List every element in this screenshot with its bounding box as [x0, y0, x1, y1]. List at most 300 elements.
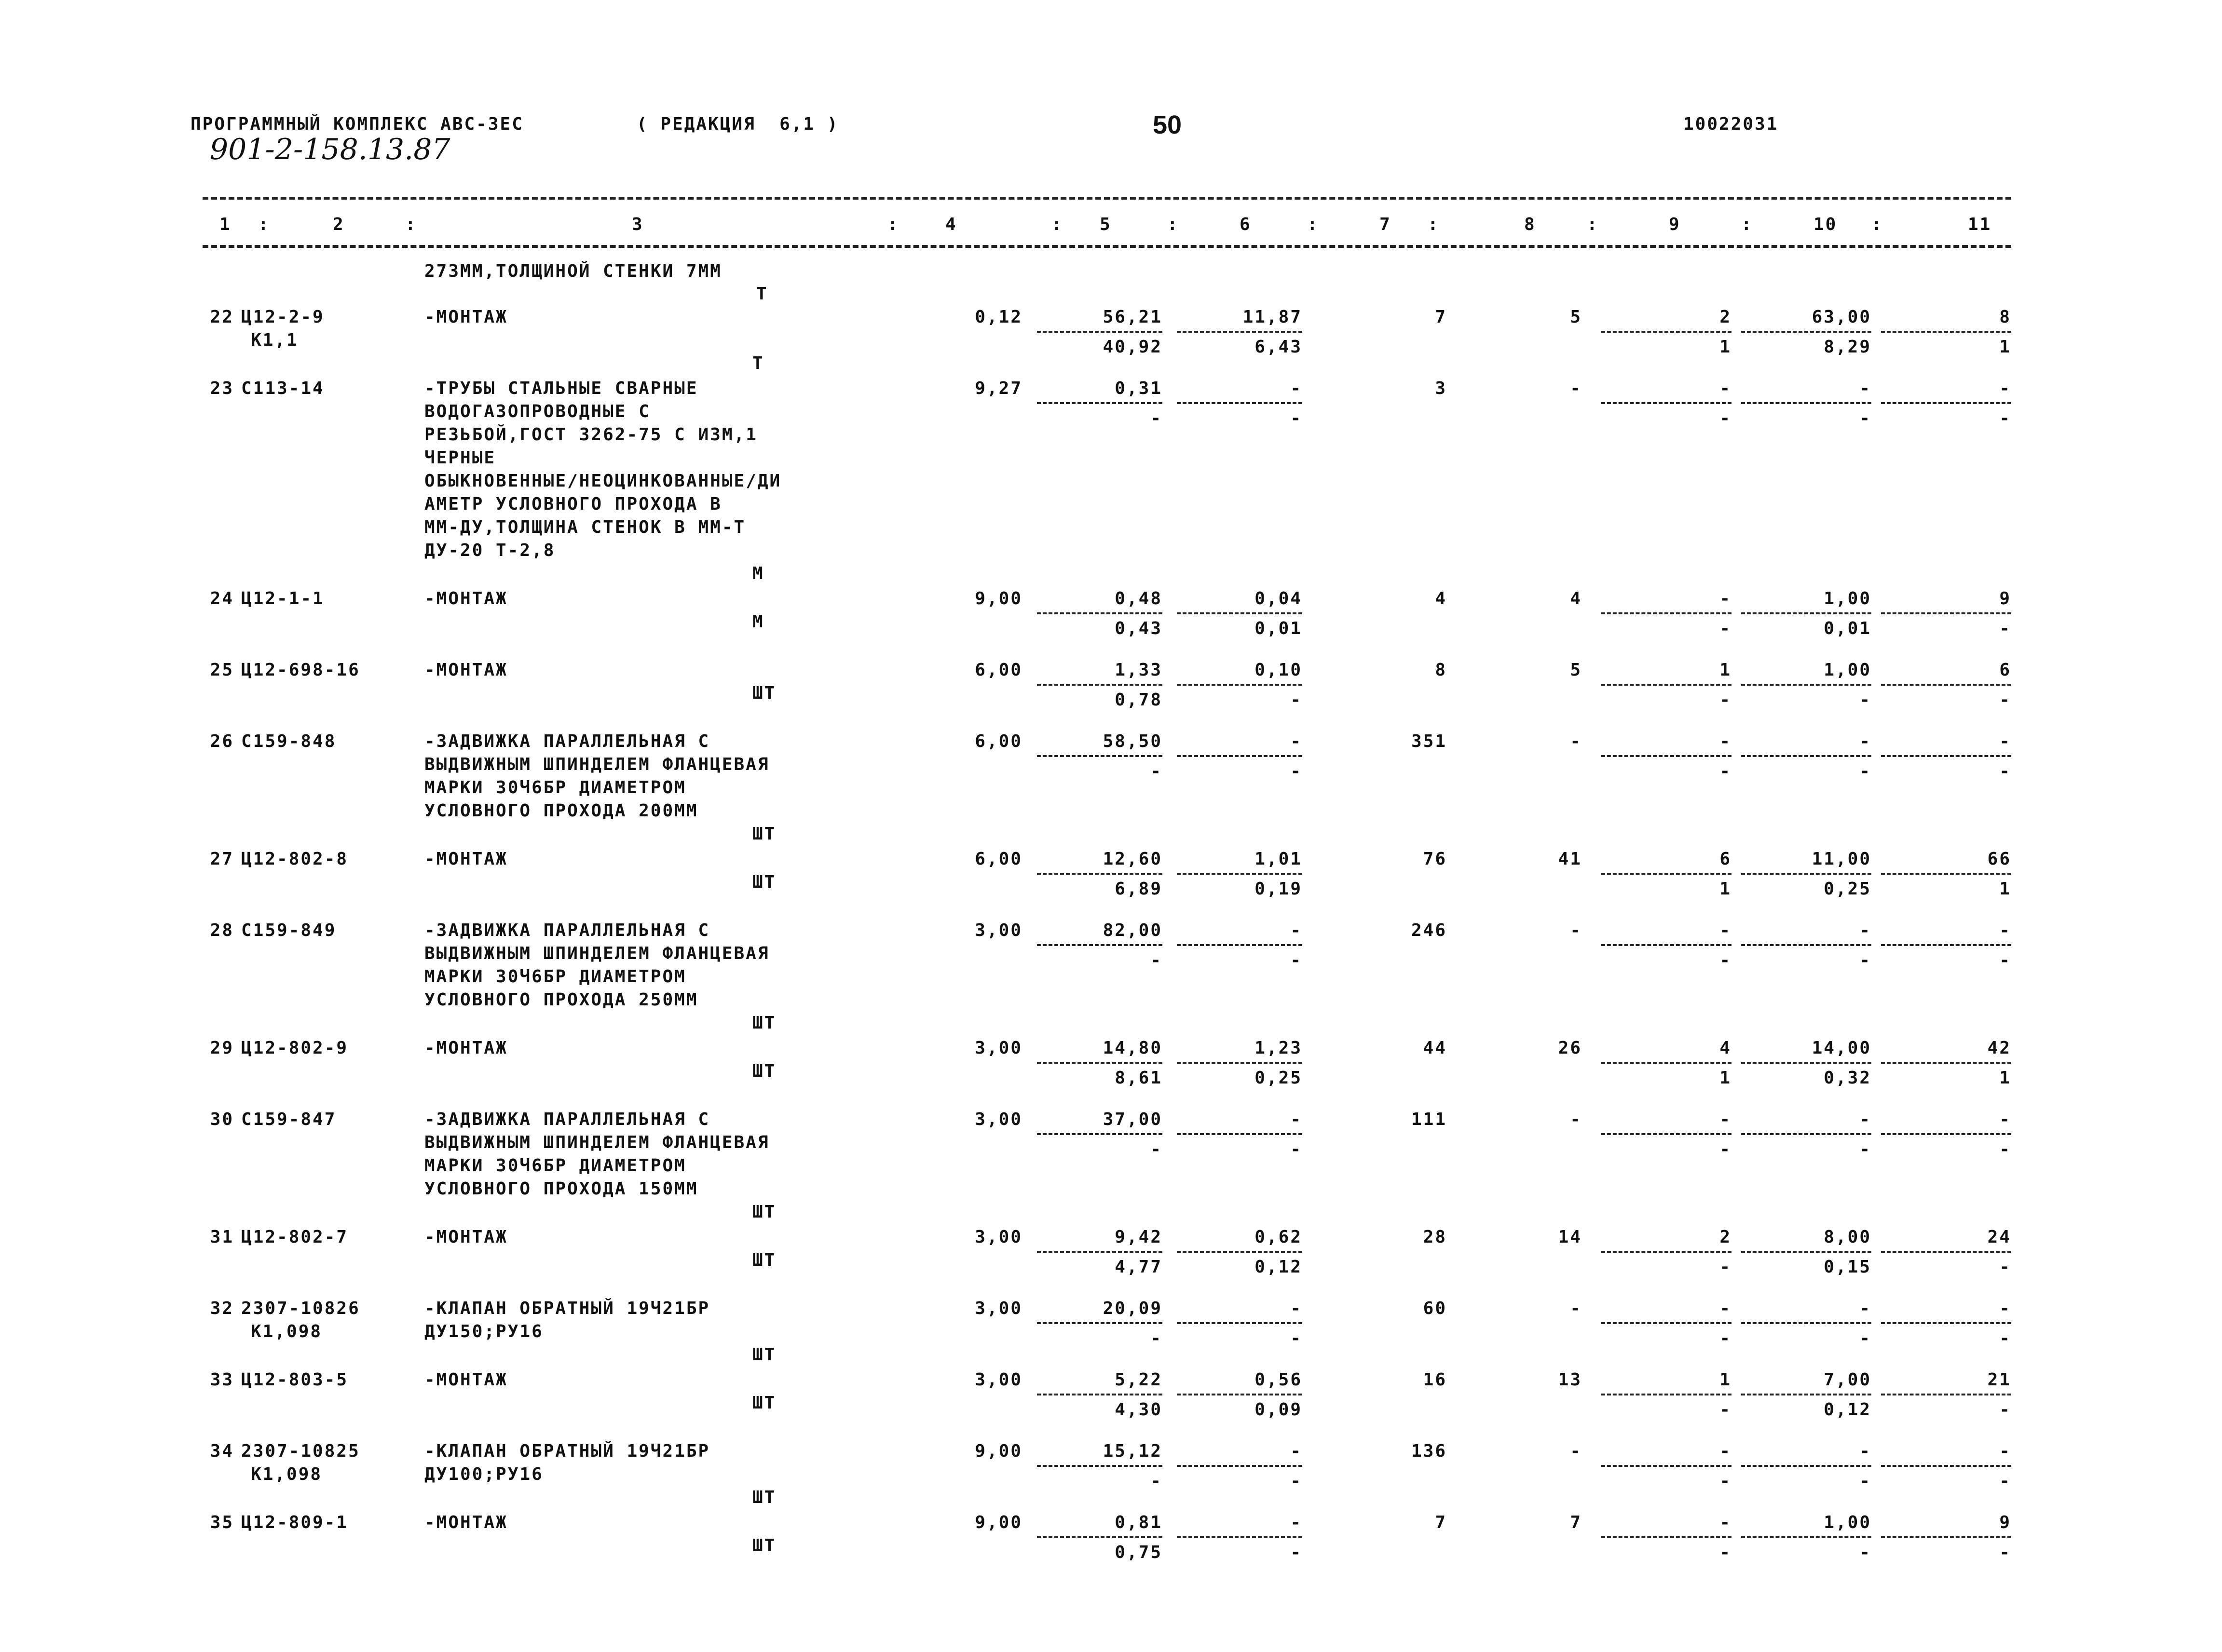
row-number: 26 [210, 731, 234, 751]
cell-separator [1741, 402, 1871, 404]
col7-value: 111 [1411, 1110, 1447, 1129]
col7-value: 60 [1423, 1299, 1447, 1318]
cell-separator [1037, 612, 1162, 614]
col6-value: 11,87 [1242, 307, 1302, 327]
col9-secondary: 1 [1719, 879, 1731, 899]
col6-value: 0,04 [1254, 589, 1302, 609]
unit-of-measure: ШТ [752, 1488, 777, 1507]
col11-secondary: 1 [1999, 337, 2011, 357]
col6-value: - [1290, 1299, 1302, 1318]
col6-value: 0,56 [1254, 1370, 1302, 1390]
row-number: 28 [210, 921, 234, 940]
cell-separator [1177, 402, 1302, 404]
column-number: 9 [1669, 215, 1681, 234]
col11-secondary: - [1999, 1257, 2011, 1277]
cell-separator [1177, 755, 1302, 757]
unit-of-measure: ШТ [752, 1250, 777, 1270]
col10-value: 14,00 [1812, 1038, 1871, 1058]
row-number: 27 [210, 849, 234, 869]
col9-secondary: - [1719, 950, 1731, 970]
unit-of-measure: ШТ [752, 1393, 777, 1413]
cell-separator [1741, 684, 1871, 686]
col7-value: 28 [1423, 1227, 1447, 1247]
cell-separator [1601, 612, 1731, 614]
cell-separator [1037, 1394, 1162, 1395]
quantity: 3,00 [975, 921, 1022, 940]
item-description-line: УСЛОВНОГО ПРОХОДА 250ММ [424, 990, 698, 1010]
col10-secondary: 0,15 [1824, 1257, 1871, 1277]
col8-value: - [1570, 731, 1582, 751]
unit-of-measure: ШТ [752, 1013, 777, 1033]
item-code: С159-849 [241, 921, 337, 940]
item-description-line: -МОНТАЖ [424, 307, 508, 327]
col5-value: 12,60 [1103, 849, 1162, 869]
header-bottom-rule [203, 245, 2011, 248]
col9-value: 1 [1719, 660, 1731, 680]
col6-value: 0,62 [1254, 1227, 1302, 1247]
item-description-line: -КЛАПАН ОБРАТНЫЙ 19Ч21БР [424, 1441, 710, 1461]
col9-secondary: - [1719, 1543, 1731, 1562]
col10-value: 7,00 [1824, 1370, 1871, 1390]
col7-value: 7 [1435, 1513, 1447, 1532]
col6-value: - [1290, 1513, 1302, 1532]
item-code-coefficient: К1,1 [251, 330, 299, 350]
col10-secondary: 8,29 [1824, 337, 1871, 357]
col9-value: - [1719, 379, 1731, 398]
item-code-coefficient: К1,098 [251, 1464, 323, 1484]
col9-value: - [1719, 731, 1731, 751]
item-description-line: ЧЕРНЫЕ [424, 448, 496, 468]
col6-value: - [1290, 1110, 1302, 1129]
col10-value: - [1859, 1110, 1871, 1129]
handwritten-project-code: 901-2-158.13.87 [210, 133, 450, 166]
col7-value: 246 [1411, 921, 1447, 940]
item-description-line: -МОНТАЖ [424, 589, 508, 609]
col11-secondary: - [1999, 1328, 2011, 1348]
cell-separator [1741, 1322, 1871, 1324]
col8-value: 13 [1558, 1370, 1582, 1390]
cell-separator [1037, 1322, 1162, 1324]
item-description-line: ДУ150;РУ16 [424, 1322, 544, 1341]
document-number: 10022031 [1683, 114, 1779, 134]
col7-value: 351 [1411, 731, 1447, 751]
cell-separator [1881, 873, 2011, 875]
cell-separator [1881, 684, 2011, 686]
col7-value: 16 [1423, 1370, 1447, 1390]
col5-secondary: 8,61 [1115, 1068, 1162, 1088]
column-number: 7 [1379, 215, 1391, 234]
item-description-line: -ЗАДВИЖКА ПАРАЛЛЕЛЬНАЯ С [424, 921, 710, 940]
item-code: Ц12-2-9 [241, 307, 325, 327]
item-description-line: ВЫДВИЖНЫМ ШПИНДЕЛЕМ ФЛАНЦЕВАЯ [424, 1133, 770, 1152]
col11-value: 21 [1987, 1370, 2011, 1390]
cell-separator [1881, 331, 2011, 333]
quantity: 6,00 [975, 849, 1022, 869]
col6-value: 1,23 [1254, 1038, 1302, 1058]
unit-of-measure: ШТ [752, 683, 777, 703]
col10-secondary: - [1859, 1471, 1871, 1491]
col9-secondary: - [1719, 619, 1731, 638]
col5-secondary: - [1150, 1471, 1162, 1491]
col10-secondary: - [1859, 408, 1871, 428]
unit-of-measure: ШТ [752, 1345, 777, 1365]
col6-value: - [1290, 921, 1302, 940]
item-description-line: МАРКИ 30Ч6БР ДИАМЕТРОМ [424, 967, 686, 987]
cell-separator [1037, 331, 1162, 333]
item-description-line: МАРКИ 30Ч6БР ДИАМЕТРОМ [424, 778, 686, 798]
cell-separator [1177, 1133, 1302, 1135]
item-code: Ц12-1-1 [241, 589, 325, 609]
item-description-line: УСЛОВНОГО ПРОХОДА 150ММ [424, 1179, 698, 1199]
cell-separator [1741, 1133, 1871, 1135]
col5-secondary: 4,77 [1115, 1257, 1162, 1277]
col5-value: 5,22 [1115, 1370, 1162, 1390]
col11-value: 9 [1999, 1513, 2011, 1532]
col11-secondary: - [1999, 1400, 2011, 1420]
col10-value: - [1859, 379, 1871, 398]
col11-value: 6 [1999, 660, 2011, 680]
col5-secondary: 0,75 [1115, 1543, 1162, 1562]
item-description-line: РЕЗЬБОЙ,ГОСТ 3262-75 С ИЗМ,1 [424, 425, 758, 445]
cell-separator [1881, 1133, 2011, 1135]
unit-of-measure: М [752, 612, 764, 632]
quantity: 9,27 [975, 379, 1022, 398]
item-description-line: ДУ-20 Т-2,8 [424, 541, 556, 560]
cell-separator [1601, 331, 1731, 333]
quantity: 3,00 [975, 1227, 1022, 1247]
cell-separator [1601, 944, 1731, 946]
item-description-line: ДУ100;РУ16 [424, 1464, 544, 1484]
col11-value: - [1999, 1110, 2011, 1129]
col10-value: - [1859, 1441, 1871, 1461]
item-description-line: ВОДОГАЗОПРОВОДНЫЕ С [424, 402, 651, 421]
col9-secondary: 1 [1719, 1068, 1731, 1088]
column-number: : [1741, 215, 1753, 234]
cell-separator [1601, 873, 1731, 875]
row-number: 34 [210, 1441, 234, 1461]
cell-separator [1741, 1536, 1871, 1538]
col10-value: 11,00 [1812, 849, 1871, 869]
col11-secondary: - [1999, 408, 2011, 428]
item-description-line: -МОНТАЖ [424, 1513, 508, 1532]
col8-value: 5 [1570, 660, 1582, 680]
cell-separator [1741, 331, 1871, 333]
cell-separator [1177, 1062, 1302, 1064]
col6-secondary: 0,01 [1254, 619, 1302, 638]
col11-value: - [1999, 1441, 2011, 1461]
col8-value: - [1570, 1441, 1582, 1461]
row-number: 24 [210, 589, 234, 609]
col6-value: - [1290, 731, 1302, 751]
col11-value: 24 [1987, 1227, 2011, 1247]
quantity: 3,00 [975, 1370, 1022, 1390]
unit-of-measure: ШТ [752, 1536, 777, 1556]
column-number: : [1051, 215, 1063, 234]
col9-value: - [1719, 1441, 1731, 1461]
cell-separator [1601, 402, 1731, 404]
col8-value: 7 [1570, 1513, 1582, 1532]
col7-value: 3 [1435, 379, 1447, 398]
col5-value: 56,21 [1103, 307, 1162, 327]
cell-separator [1177, 1536, 1302, 1538]
cell-separator [1601, 1133, 1731, 1135]
col9-secondary: - [1719, 1328, 1731, 1348]
col5-value: 1,33 [1115, 660, 1162, 680]
item-code: Ц12-802-7 [241, 1227, 349, 1247]
column-number: 2 [333, 215, 345, 234]
col11-secondary: 1 [1999, 1068, 2011, 1088]
edition-label: ( РЕДАКЦИЯ 6,1 ) [637, 114, 839, 134]
cell-separator [1601, 1465, 1731, 1467]
cell-separator [1177, 331, 1302, 333]
col9-secondary: - [1719, 690, 1731, 710]
col6-secondary: - [1290, 408, 1302, 428]
cell-separator [1881, 1251, 2011, 1253]
col9-value: - [1719, 589, 1731, 609]
unit-of-measure: ШТ [752, 1061, 777, 1081]
col10-secondary: 0,25 [1824, 879, 1871, 899]
item-description-line: ММ-ДУ,ТОЛЩИНА СТЕНОК В ММ-Т [424, 517, 746, 537]
col9-secondary: - [1719, 1139, 1731, 1159]
col5-value: 82,00 [1103, 921, 1162, 940]
col11-value: 66 [1987, 849, 2011, 869]
col11-value: - [1999, 1299, 2011, 1318]
cell-separator [1037, 1465, 1162, 1467]
col6-secondary: - [1290, 1471, 1302, 1491]
column-number: 10 [1813, 215, 1838, 234]
row-number: 25 [210, 660, 234, 680]
col10-secondary: 0,12 [1824, 1400, 1871, 1420]
quantity: 3,00 [975, 1110, 1022, 1129]
column-number: 3 [632, 215, 644, 234]
col10-value: 1,00 [1824, 589, 1871, 609]
col6-secondary: 0,09 [1254, 1400, 1302, 1420]
item-description-line: МАРКИ 30Ч6БР ДИАМЕТРОМ [424, 1156, 686, 1176]
item-description-line: -МОНТАЖ [424, 660, 508, 680]
cell-separator [1601, 1251, 1731, 1253]
quantity: 3,00 [975, 1038, 1022, 1058]
col10-secondary: - [1859, 1139, 1871, 1159]
cell-separator [1037, 873, 1162, 875]
quantity: 9,00 [975, 1441, 1022, 1461]
col5-secondary: 0,43 [1115, 619, 1162, 638]
col5-secondary: - [1150, 761, 1162, 781]
col5-secondary: 40,92 [1103, 337, 1162, 357]
cell-separator [1177, 1251, 1302, 1253]
row-number: 35 [210, 1513, 234, 1532]
col8-value: 4 [1570, 589, 1582, 609]
col10-secondary: - [1859, 1543, 1871, 1562]
col8-value: 26 [1558, 1038, 1582, 1058]
item-code: С159-848 [241, 731, 337, 751]
unit-of-measure: ШТ [752, 872, 777, 892]
col9-value: 2 [1719, 1227, 1731, 1247]
col11-secondary: - [1999, 619, 2011, 638]
col11-secondary: - [1999, 1471, 2011, 1491]
col9-secondary: - [1719, 1257, 1731, 1277]
col5-secondary: - [1150, 950, 1162, 970]
col5-secondary: 4,30 [1115, 1400, 1162, 1420]
col11-value: 9 [1999, 589, 2011, 609]
cell-separator [1741, 873, 1871, 875]
item-description-line: -ТРУБЫ СТАЛЬНЫЕ СВАРНЫЕ [424, 379, 698, 398]
cell-separator [1601, 1322, 1731, 1324]
item-code: Ц12-803-5 [241, 1370, 349, 1390]
row-number: 22 [210, 307, 234, 327]
column-number: : [887, 215, 900, 234]
cell-separator [1881, 1322, 2011, 1324]
column-number: : [405, 215, 417, 234]
cell-separator [1741, 944, 1871, 946]
item-code: 2307-10825 [241, 1441, 360, 1461]
col10-value: 1,00 [1824, 660, 1871, 680]
cell-separator [1037, 1062, 1162, 1064]
cell-separator [1037, 944, 1162, 946]
item-description-line: -ЗАДВИЖКА ПАРАЛЛЕЛЬНАЯ С [424, 731, 710, 751]
col11-value: - [1999, 731, 2011, 751]
col7-value: 136 [1411, 1441, 1447, 1461]
col10-value: - [1859, 921, 1871, 940]
col6-secondary: - [1290, 1139, 1302, 1159]
cell-separator [1741, 1394, 1871, 1395]
col7-value: 76 [1423, 849, 1447, 869]
column-number: 8 [1524, 215, 1536, 234]
item-description-line: ОБЫКНОВЕННЫЕ/НЕОЦИНКОВАННЫЕ/ДИ [424, 471, 782, 491]
col11-secondary: - [1999, 690, 2011, 710]
col7-value: 7 [1435, 307, 1447, 327]
cell-separator [1741, 1062, 1871, 1064]
col5-value: 0,48 [1115, 589, 1162, 609]
col7-value: 4 [1435, 589, 1447, 609]
item-description-line: -МОНТАЖ [424, 1227, 508, 1247]
cell-separator [1741, 612, 1871, 614]
quantity: 6,00 [975, 660, 1022, 680]
col11-value: 42 [1987, 1038, 2011, 1058]
continuation-unit: Т [756, 284, 768, 304]
column-number: 5 [1100, 215, 1112, 234]
col5-secondary: 0,78 [1115, 690, 1162, 710]
col9-value: - [1719, 1513, 1731, 1532]
col11-secondary: 1 [1999, 879, 2011, 899]
col5-secondary: - [1150, 1139, 1162, 1159]
col10-secondary: - [1859, 761, 1871, 781]
cell-separator [1741, 1251, 1871, 1253]
cell-separator [1177, 1465, 1302, 1467]
col9-value: - [1719, 1299, 1731, 1318]
col9-secondary: - [1719, 408, 1731, 428]
col5-value: 20,09 [1103, 1299, 1162, 1318]
col9-secondary: - [1719, 1471, 1731, 1491]
col10-value: 1,00 [1824, 1513, 1871, 1532]
col6-secondary: - [1290, 690, 1302, 710]
quantity: 6,00 [975, 731, 1022, 751]
cell-separator [1037, 684, 1162, 686]
col9-secondary: - [1719, 761, 1731, 781]
cell-separator [1601, 1394, 1731, 1395]
cell-separator [1601, 1536, 1731, 1538]
cell-separator [1177, 1394, 1302, 1395]
col10-secondary: - [1859, 1328, 1871, 1348]
cell-separator [1177, 1322, 1302, 1324]
column-number: : [1587, 215, 1599, 234]
cell-separator [1037, 1133, 1162, 1135]
cell-separator [1741, 755, 1871, 757]
col5-value: 37,00 [1103, 1110, 1162, 1129]
cell-separator [1177, 944, 1302, 946]
col9-value: 4 [1719, 1038, 1731, 1058]
col10-secondary: - [1859, 950, 1871, 970]
quantity: 9,00 [975, 1513, 1022, 1532]
col5-value: 58,50 [1103, 731, 1162, 751]
col5-secondary: - [1150, 408, 1162, 428]
col8-value: - [1570, 379, 1582, 398]
col6-value: - [1290, 1441, 1302, 1461]
col8-value: 41 [1558, 849, 1582, 869]
col6-secondary: - [1290, 1543, 1302, 1562]
item-description-line: УСЛОВНОГО ПРОХОДА 200ММ [424, 801, 698, 821]
cell-separator [1881, 944, 2011, 946]
cell-separator [1177, 873, 1302, 875]
cell-separator [1177, 684, 1302, 686]
item-code: Ц12-802-9 [241, 1038, 349, 1058]
col11-value: 8 [1999, 307, 2011, 327]
col5-value: 9,42 [1115, 1227, 1162, 1247]
column-number: 1 [219, 215, 232, 234]
item-code: 2307-10826 [241, 1299, 360, 1318]
cell-separator [1601, 1062, 1731, 1064]
cell-separator [1881, 1465, 2011, 1467]
column-number: : [1428, 215, 1440, 234]
quantity: 0,12 [975, 307, 1022, 327]
cell-separator [1037, 1536, 1162, 1538]
col11-secondary: - [1999, 950, 2011, 970]
col5-value: 0,81 [1115, 1513, 1162, 1532]
col10-value: - [1859, 1299, 1871, 1318]
cell-separator [1881, 1062, 2011, 1064]
col11-value: - [1999, 921, 2011, 940]
item-code: Ц12-809-1 [241, 1513, 349, 1532]
col6-secondary: 0,19 [1254, 879, 1302, 899]
col5-value: 0,31 [1115, 379, 1162, 398]
col10-value: 63,00 [1812, 307, 1871, 327]
unit-of-measure: Т [752, 353, 764, 373]
unit-of-measure: М [752, 564, 764, 583]
col8-value: 14 [1558, 1227, 1582, 1247]
col8-value: - [1570, 1110, 1582, 1129]
item-description-line: -МОНТАЖ [424, 849, 508, 869]
quantity: 9,00 [975, 589, 1022, 609]
column-number: : [1307, 215, 1319, 234]
col6-secondary: - [1290, 761, 1302, 781]
col6-secondary: 0,25 [1254, 1068, 1302, 1088]
col6-value: 0,10 [1254, 660, 1302, 680]
item-code: Ц12-698-16 [241, 660, 360, 680]
quantity: 3,00 [975, 1299, 1022, 1318]
col6-secondary: - [1290, 1328, 1302, 1348]
col6-secondary: - [1290, 950, 1302, 970]
cell-separator [1881, 755, 2011, 757]
item-description-line: -ЗАДВИЖКА ПАРАЛЛЕЛЬНАЯ С [424, 1110, 710, 1129]
col5-value: 15,12 [1103, 1441, 1162, 1461]
col5-secondary: 6,89 [1115, 879, 1162, 899]
cell-separator [1037, 1251, 1162, 1253]
col9-value: 1 [1719, 1370, 1731, 1390]
row-number: 32 [210, 1299, 234, 1318]
col9-value: - [1719, 1110, 1731, 1129]
column-number: 4 [945, 215, 957, 234]
cell-separator [1177, 612, 1302, 614]
col9-secondary: - [1719, 1400, 1731, 1420]
